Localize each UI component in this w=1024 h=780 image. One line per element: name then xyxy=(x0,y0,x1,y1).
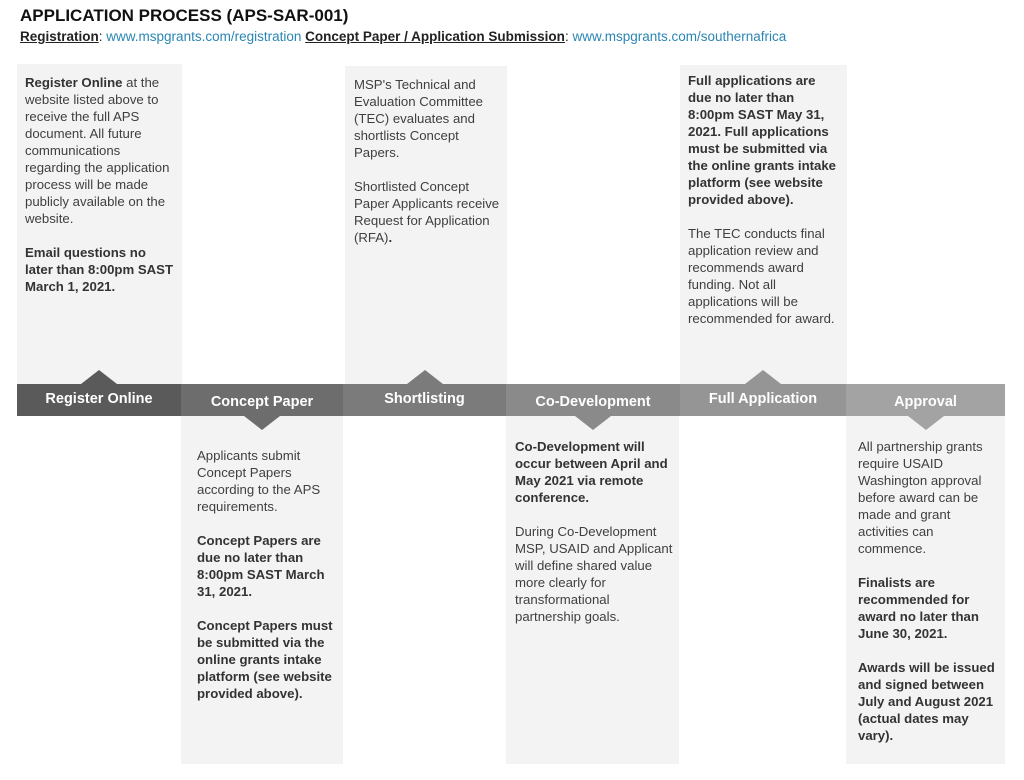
shortlisting-p2-text: Shortlisted Concept Paper Applicants receive Request for Application (RFA) xyxy=(354,179,500,245)
registration-link[interactable]: www.mspgrants.com/registration xyxy=(106,29,302,44)
registration-label: Registration xyxy=(20,29,99,44)
full-application-p2: The TEC conducts final application review and recommends award funding. Not all applications will be recommended for award. xyxy=(688,226,835,326)
step-shortlisting-label: Shortlisting xyxy=(384,391,465,407)
page-title: APPLICATION PROCESS (APS-SAR-001) xyxy=(20,6,349,25)
co-development-p1: Co-Development will occur between April and May 2021 via remote conference. xyxy=(515,439,668,505)
register-online-p2: Email questions no later than 8:00pm SAST March 1, 2021. xyxy=(25,245,174,294)
register-online-rest: at the website listed above to receive the full APS document. All future communications regarding the application process will be made publicly available on the website. xyxy=(25,75,170,226)
approval-p2: Finalists are recommended for award no later than June 30, 2021. xyxy=(858,575,979,641)
registration-colon: : xyxy=(98,29,103,44)
shortlisting-p1: MSP's Technical and Evaluation Committee (TEC) evaluates and shortlists Concept Papers. xyxy=(354,77,484,160)
full-application-box xyxy=(680,65,847,384)
concept-paper-p1: Applicants submit Concept Papers according to the APS requirements. xyxy=(197,448,321,514)
step-shortlisting-arrow xyxy=(407,370,443,384)
step-full-application xyxy=(680,384,846,416)
concept-paper-p3: Concept Papers must be submitted via the online grants intake platform (see website provided above). xyxy=(197,618,333,701)
shortlisting-p2 xyxy=(354,178,501,246)
register-online-p1 xyxy=(25,74,175,227)
shortlisting-box xyxy=(345,66,507,384)
step-full-application-arrow xyxy=(745,370,781,384)
register-online-lead: Register Online xyxy=(25,75,123,90)
approval-box xyxy=(846,416,1005,764)
submission-label: Concept Paper / Application Submission xyxy=(305,29,565,44)
step-shortlisting xyxy=(343,384,506,416)
step-concept-paper-arrow xyxy=(244,416,280,430)
submission-colon: : xyxy=(564,29,569,44)
step-concept-paper xyxy=(181,384,343,416)
links-line xyxy=(20,29,786,44)
approval-p3: Awards will be issued and signed between July and August 2021 (actual dates may vary). xyxy=(858,660,995,743)
shortlisting-p2-end: . xyxy=(388,230,393,245)
step-concept-paper-label: Concept Paper xyxy=(210,394,314,410)
concept-paper-box xyxy=(181,416,343,764)
step-register-online-arrow xyxy=(81,370,117,384)
concept-paper-p2: Concept Papers are due no later than 8:00pm SAST March 31, 2021. xyxy=(197,533,325,599)
co-development-p2: During Co-Development MSP, USAID and Applicant will define shared value more clearly for transformational partnership goals. xyxy=(515,524,673,624)
step-co-development-arrow xyxy=(575,416,611,430)
approval-p1: All partnership grants require USAID Washington approval before award can be made and grant activities can commence. xyxy=(858,439,983,556)
step-co-development xyxy=(506,384,680,416)
step-register-online-label: Register Online xyxy=(45,391,153,407)
full-application-p1: Full applications are due no later than 8:00pm SAST May 31, 2021. Full applications must be submitted via the online grants intake platform (see website provided above). xyxy=(688,73,837,207)
register-online-box xyxy=(17,64,182,384)
process-timeline xyxy=(17,384,1005,416)
step-co-development-label: Co-Development xyxy=(535,394,651,410)
step-full-application-label: Full Application xyxy=(708,391,818,407)
step-approval xyxy=(846,384,1005,416)
step-register-online xyxy=(17,384,181,416)
co-development-box xyxy=(506,416,679,764)
step-approval-label: Approval xyxy=(894,394,957,410)
step-approval-arrow xyxy=(908,416,944,430)
submission-link[interactable]: www.mspgrants.com/southernafrica xyxy=(572,29,787,44)
